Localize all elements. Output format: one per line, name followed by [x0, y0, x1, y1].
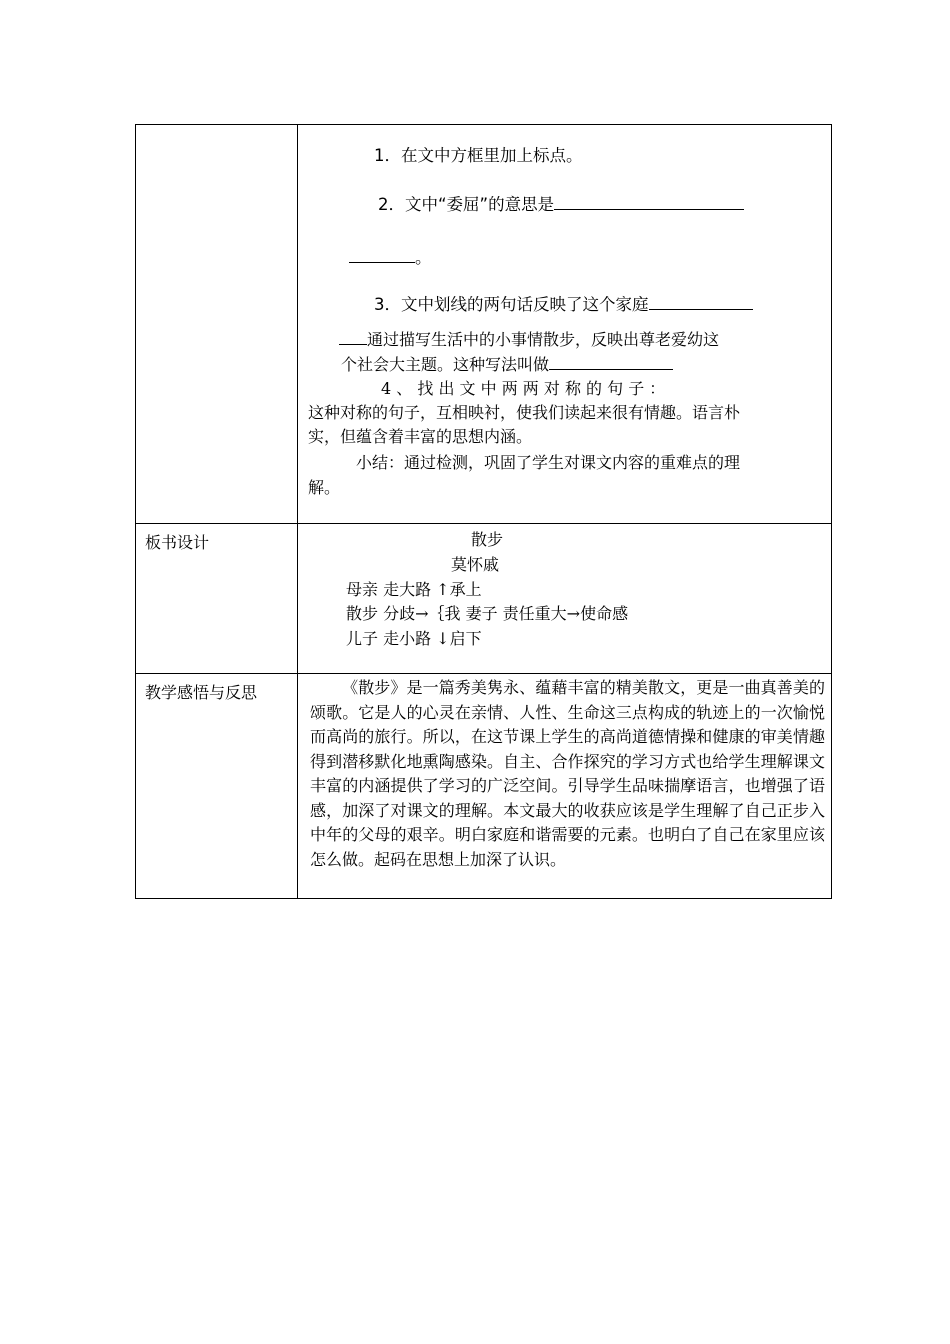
- exercise-content-cell: [298, 125, 832, 524]
- reflection-body: 《散步》是一篇秀美隽永、蕴藉丰富的精美散文，更是一曲真善美的颂歌。它是人的心灵在亲情、人性、生命这三点构成的轨迹上的一次愉悦而高尚的旅行。所以，在这节课上学生的高尚道德情操和健康的审美情趣得到潜移默化地熏陶感染。自主、合作探究的学习方式也给学生理解课文丰富的内涵提供了学习的广泛空间。引导学生品味揣摩语言，也增强了语感，加深了对课文的理解。本文最大的收获应该是学生理解了自己正步入中年的父母的艰辛。明白家庭和谐需要的元素。也明白了自己在家里应该怎么做。起码在思想上加深了认识。: [310, 678, 825, 869]
- board-design-row: [136, 524, 832, 674]
- answer-blank: [649, 308, 753, 310]
- reflection-text: [298, 674, 831, 872]
- question-3-text: 3．文中划线的两句话反映了这个家庭: [374, 295, 649, 314]
- answer-blank: [339, 343, 367, 345]
- answer-blank: [549, 368, 673, 370]
- question-4: 4 、 找 出 文 中 两 两 对 称 的 句 子 ：: [381, 379, 666, 398]
- summary-line2: 解。: [308, 478, 341, 497]
- reflection-label: 教学感悟与反思: [136, 674, 298, 899]
- board-line-mother: 母亲 走大路 ↑承上: [346, 580, 482, 599]
- board-design-label: 板书设计: [136, 524, 298, 674]
- question-2-end: 。: [415, 248, 432, 267]
- question-3-cont-2: 个社会大主题。这种写法叫做: [341, 355, 550, 374]
- answer-blank: [349, 261, 415, 263]
- exercise-label-cell: [136, 125, 298, 524]
- reflection-row: [136, 674, 832, 899]
- question-2-continuation: [349, 244, 432, 268]
- board-line-walk: 散步 分歧→｛我 妻子 责任重大→使命感: [346, 604, 629, 623]
- question-3-line3: [341, 352, 673, 375]
- reflection-cell: [298, 674, 832, 899]
- board-design-cell: [298, 524, 832, 674]
- question-2: [378, 191, 744, 215]
- question-3-line2: [339, 327, 719, 350]
- question-4-line2: 这种对称的句子，互相映衬，使我们读起来很有情趣。语言朴: [308, 403, 741, 422]
- question-1: 1．在文中方框里加上标点。: [374, 146, 583, 165]
- question-3: [374, 291, 753, 315]
- exercise-row: [136, 125, 832, 524]
- answer-blank: [554, 208, 744, 210]
- lesson-plan-table: [135, 124, 832, 899]
- summary-line1: 小结：通过检测，巩固了学生对课文内容的重难点的理: [356, 453, 741, 472]
- question-2-text: 2．文中“委屈”的意思是: [378, 195, 555, 214]
- question-3-cont-1: 通过描写生活中的小事情散步，反映出尊老爱幼这: [367, 330, 720, 349]
- board-title: 散步: [471, 530, 504, 549]
- board-line-son: 儿子 走小路 ↓启下: [346, 629, 482, 648]
- board-author: 莫怀戚: [451, 555, 500, 574]
- question-4-line3: 实，但蕴含着丰富的思想内涵。: [308, 427, 533, 446]
